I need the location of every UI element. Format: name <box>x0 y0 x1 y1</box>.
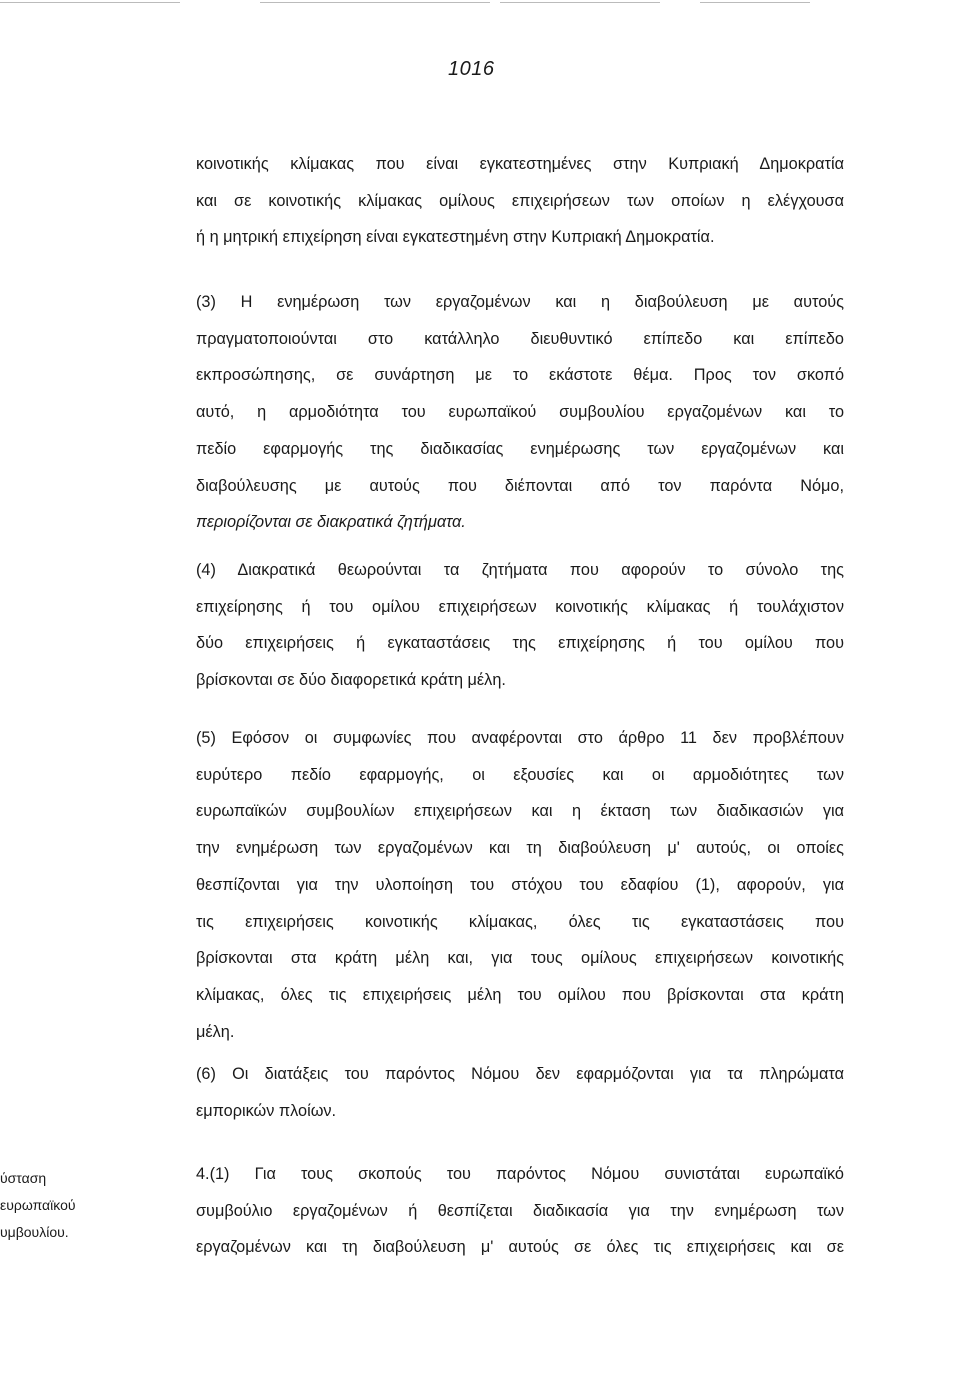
text-line: συμβούλιο εργαζομένων ή θεσπίζεται διαδικασία για την ενημέρωση των <box>196 1201 844 1220</box>
paragraph-4 <box>196 552 844 699</box>
paragraph-5 <box>196 720 844 1050</box>
scan-artifact <box>260 2 490 3</box>
text-line: διαβούλευσης με αυτούς που διέπονται από τον παρόντα Νόμο, <box>196 476 844 495</box>
scan-artifact <box>700 2 810 3</box>
text-line: πεδίο εφαρμογής της διαδικασίας ενημέρωσης των εργαζομένων και <box>196 439 844 458</box>
text-line: ευρωπαϊκών συμβουλίων επιχειρήσεων και η έκταση των διαδικασιών για <box>196 802 844 821</box>
text-line: θεσπίζονται για την υλοποίηση του στόχου του εδαφίου (1), αφορούν, για <box>196 875 844 894</box>
paragraph-continuation <box>196 146 844 256</box>
text-line: κοινοτικής κλίμακας που είναι εγκατεστημένες στην Κυπριακή Δημοκρατία <box>196 155 844 173</box>
text-line: εκπροσώπησης, σε συνάρτηση με το εκάστοτε θέμα. Προς τον σκοπό <box>196 366 844 385</box>
text-line: (6) Οι διατάξεις του παρόντος Νόμου δεν εφαρμόζονται για τα πληρώματα <box>196 1065 844 1083</box>
text-line: (4) Διακρατικά θεωρούνται τα ζητήματα που αφορούν το σύνολο της <box>196 561 844 579</box>
scan-artifact <box>500 2 660 3</box>
margin-note-line: ύσταση <box>0 1170 47 1186</box>
page-number: 1016 <box>448 58 495 80</box>
text-line: (3) Η ενημέρωση των εργαζομένων και η διαβούλευση με αυτούς <box>196 293 844 311</box>
text-line: επιχείρησης ή του ομίλου επιχειρήσεων κοινοτικής κλίμακας ή τουλάχιστον <box>196 597 844 616</box>
paragraph-4-1 <box>196 1156 844 1266</box>
text-line: εργαζομένων και τη διαβούλευση μ' αυτούς σε όλες τις επιχειρήσεις και σε <box>196 1238 844 1257</box>
margin-note-line: υμβουλίου. <box>0 1224 69 1240</box>
margin-note-line: ευρωπαϊκού <box>0 1197 76 1213</box>
text-line: βρίσκονται στα κράτη μέλη και, για τους ομίλους επιχειρήσεων κοινοτικής <box>196 949 844 968</box>
text-line: ευρύτερο πεδίο εφαρμογής, οι εξουσίες και οι αρμοδιότητες των <box>196 765 844 784</box>
margin-note <box>0 1165 130 1246</box>
paragraph-3 <box>196 284 844 541</box>
text-line: περιορίζονται σε διακρατικά ζητήματα. <box>196 513 466 532</box>
text-line: βρίσκονται σε δύο διαφορετικά κράτη μέλη. <box>196 671 506 690</box>
text-line: εμπορικών πλοίων. <box>196 1101 337 1120</box>
paragraph-6 <box>196 1056 844 1129</box>
text-line: τις επιχειρήσεις κοινοτικής κλίμακας, όλες τις εγκαταστάσεις που <box>196 912 844 931</box>
text-line: πραγματοποιούνται στο κατάλληλο διευθυντικό επίπεδο και επίπεδο <box>196 329 844 348</box>
text-line: μέλη. <box>196 1022 235 1041</box>
text-line: ή η μητρική επιχείρηση είναι εγκατεστημένη στην Κυπριακή Δημοκρατία. <box>196 228 715 247</box>
text-line: την ενημέρωση των εργαζομένων και τη διαβούλευση μ' αυτούς, οι οποίες <box>196 839 844 858</box>
text-line: αυτό, η αρμοδιότητα του ευρωπαϊκού συμβουλίου εργαζομένων και το <box>196 403 844 422</box>
text-line: κλίμακας, όλες τις επιχειρήσεις μέλη του ομίλου που βρίσκονται στα κράτη <box>196 985 844 1004</box>
text-line: 4.(1) Για τους σκοπούς του παρόντος Νόμου συνιστάται ευρωπαϊκό <box>196 1165 844 1183</box>
text-line: και σε κοινοτικής κλίμακας ομίλους επιχειρήσεων των οποίων η ελέγχουσα <box>196 191 844 210</box>
text-line: (5) Εφόσον οι συμφωνίες που αναφέρονται στο άρθρο 11 δεν προβλέπουν <box>196 729 844 747</box>
scan-artifact <box>0 2 180 3</box>
text-line: δύο επιχειρήσεις ή εγκαταστάσεις της επιχείρησης ή του ομίλου που <box>196 634 844 653</box>
